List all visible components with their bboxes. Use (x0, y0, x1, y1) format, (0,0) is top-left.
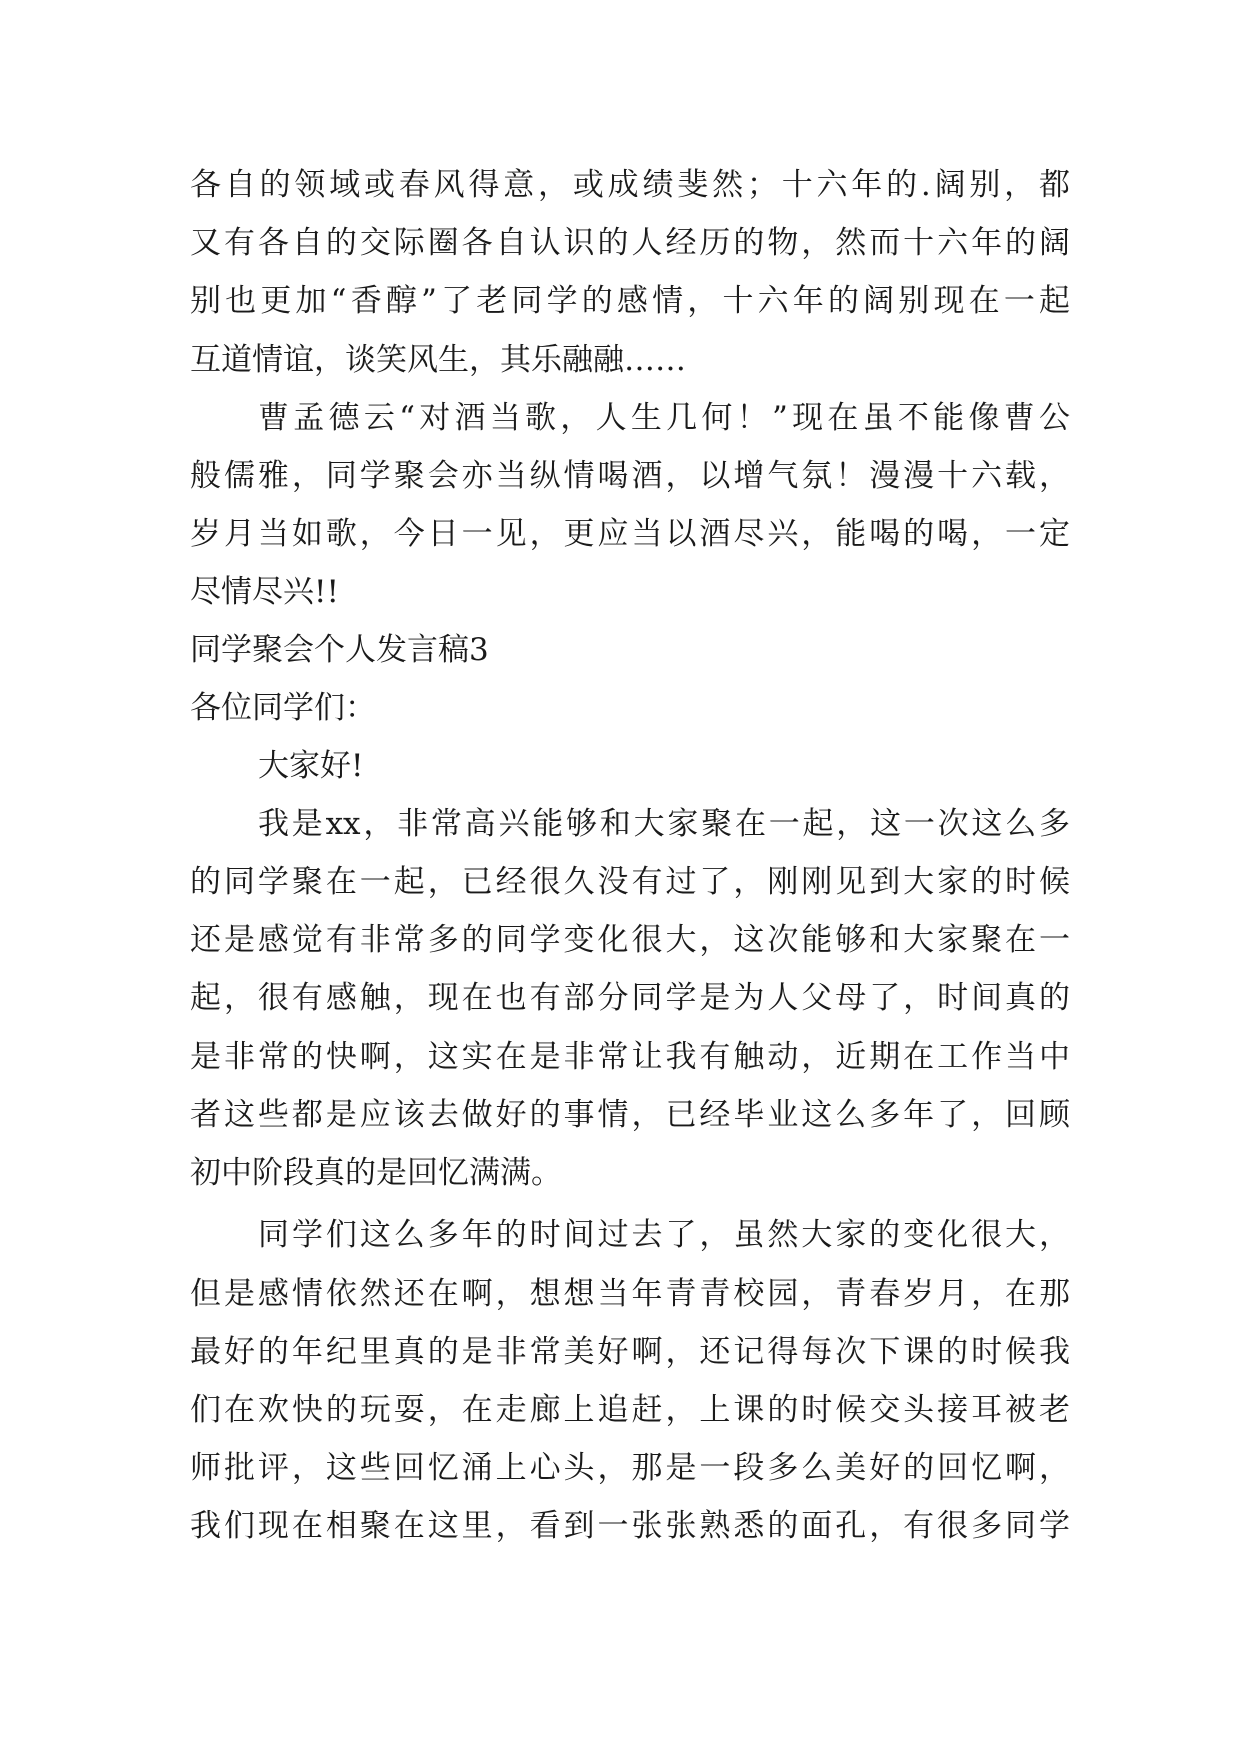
paragraph-line: 岁月当如歌，今日一见，更应当以酒尽兴，能喝的喝，一定 (190, 516, 1070, 552)
paragraph-line: 师批评，这些回忆涌上心头，那是一段多么美好的回忆啊， (190, 1450, 1070, 1486)
paragraph-line: 们在欢快的玩耍，在走廊上追赶，上课的时候交头接耳被老 (190, 1392, 1070, 1428)
paragraph-line: 但是感情依然还在啊，想想当年青青校园，青春岁月，在那 (190, 1276, 1070, 1312)
salutation: 各位同学们： (190, 690, 376, 726)
paragraph-line: 还是感觉有非常多的同学变化很大，这次能够和大家聚在一 (190, 922, 1070, 958)
paragraph-line: 最好的年纪里真的是非常美好啊，还记得每次下课的时候我 (190, 1334, 1070, 1370)
paragraph-line: 起，很有感触，现在也有部分同学是为人父母了，时间真的 (190, 980, 1070, 1016)
paragraph-line: 我是xx，非常高兴能够和大家聚在一起，这一次这么多 (258, 806, 1070, 842)
paragraph-line: 别也更加“香醇”了老同学的感情，十六年的阔别现在一起 (190, 283, 1070, 319)
paragraph-line: 般儒雅，同学聚会亦当纵情喝酒，以增气氛！漫漫十六载， (190, 458, 1070, 494)
paragraph-line: 我们现在相聚在这里，看到一张张熟悉的面孔，有很多同学 (190, 1508, 1070, 1544)
section-heading: 同学聚会个人发言稿3 (190, 632, 489, 668)
paragraph-line: 是非常的快啊，这实在是非常让我有触动，近期在工作当中 (190, 1039, 1070, 1075)
greeting: 大家好! (258, 748, 364, 784)
paragraph-line: 曹孟德云“对酒当歌，人生几何！”现在虽不能像曹公 (258, 400, 1070, 436)
paragraph-line: 同学们这么多年的时间过去了，虽然大家的变化很大， (258, 1217, 1070, 1253)
paragraph-line: 尽情尽兴!! (190, 574, 339, 610)
paragraph-line: 互道情谊，谈笑风生，其乐融融…… (190, 342, 686, 378)
paragraph-line: 的同学聚在一起，已经很久没有过了，刚刚见到大家的时候 (190, 864, 1070, 900)
paragraph-line: 各自的领域或春风得意，或成绩斐然；十六年的.阔别，都 (190, 167, 1070, 203)
paragraph-line: 者这些都是应该去做好的事情，已经毕业这么多年了，回顾 (190, 1097, 1070, 1133)
paragraph-line: 初中阶段真的是回忆满满。 (190, 1155, 562, 1191)
paragraph-line: 又有各自的交际圈各自认识的人经历的物，然而十六年的阔 (190, 225, 1070, 261)
